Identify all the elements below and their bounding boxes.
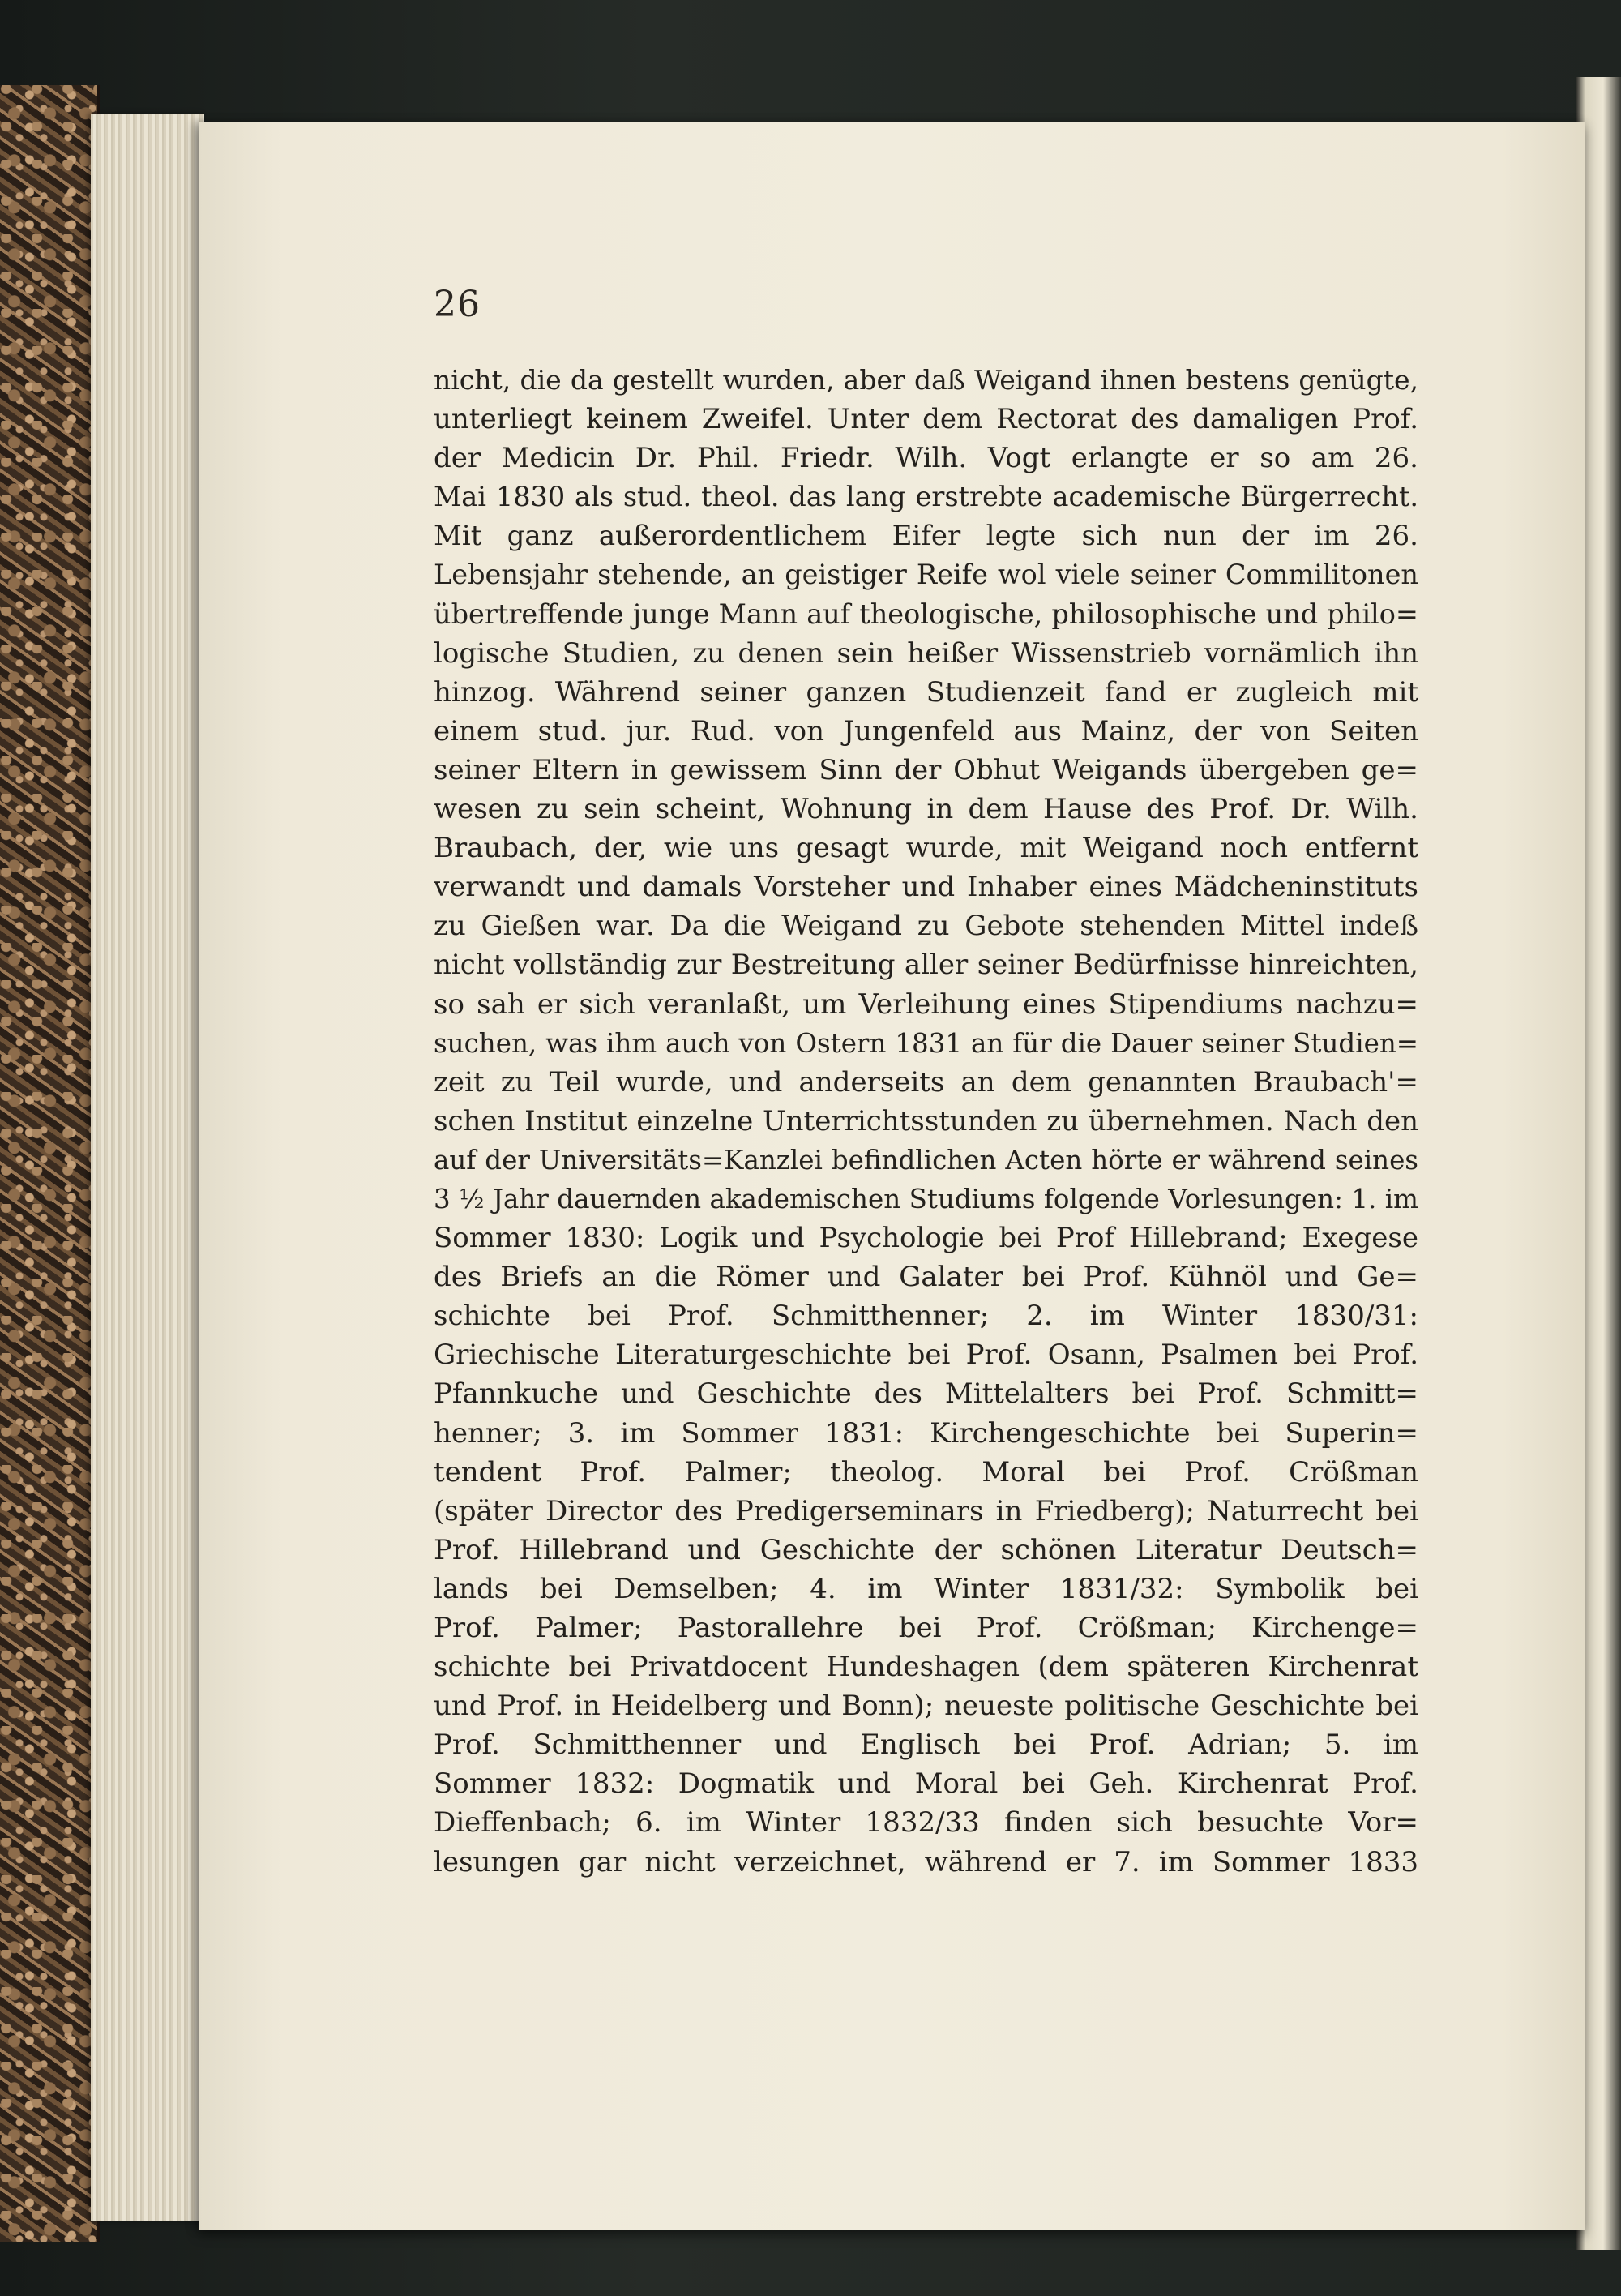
text-line: Mai 1830 als stud. theol. das lang erstrebte academische Bürgerrecht. <box>434 481 1418 513</box>
text-line: so sah er sich veranlaßt, um Verleihung eines Stipendiums nachzu= <box>434 987 1418 1021</box>
text-line: einem stud. jur. Rud. von Jungenfeld aus Mainz, der von Seiten <box>434 714 1418 747</box>
text-line: verwandt und damals Vorsteher und Inhaber eines Mädcheninstituts <box>434 871 1418 904</box>
text-line: tendent Prof. Palmer; theolog. Moral bei Prof. Crößman <box>434 1455 1418 1489</box>
text-line: lesungen gar nicht verzeichnet, während er 7. im Sommer 1833 <box>434 1845 1418 1878</box>
text-line: Dieffenbach; 6. im Winter 1832/33 finden sich besuchte Vor= <box>434 1806 1418 1840</box>
text-line: schichte bei Prof. Schmitthenner; 2. im Winter 1830/31: <box>434 1300 1418 1333</box>
text-line: suchen, was ihm auch von Ostern 1831 an für die Dauer seiner Studien= <box>434 1027 1418 1059</box>
text-line: und Prof. in Heidelberg und Bonn); neueste politische Geschichte bei <box>434 1690 1418 1723</box>
text-line: schichte bei Privatdocent Hundeshagen (dem späteren Kirchenrat <box>434 1651 1418 1684</box>
text-line: Mit ganz außerordentlichem Eifer legte sich nun der im 26. <box>434 520 1418 553</box>
text-line: Sommer 1832: Dogmatik und Moral bei Geh. Kirchenrat Prof. <box>434 1767 1418 1801</box>
text-line: (später Director des Predigerseminars in Friedberg); Naturrecht bei <box>434 1494 1418 1527</box>
text-line: Pfannkuche und Geschichte des Mittelalters bei Prof. Schmitt= <box>434 1377 1418 1411</box>
text-line: des Briefs an die Römer und Galater bei Prof. Kühnöl und Ge= <box>434 1261 1418 1294</box>
body-text <box>434 361 1418 1882</box>
text-line: lands bei Demselben; 4. im Winter 1831/32: Symbolik bei <box>434 1572 1418 1605</box>
text-line: Griechische Literaturgeschichte bei Prof. Osann, Psalmen bei Prof. <box>434 1339 1418 1372</box>
text-line: Prof. Schmitthenner und Englisch bei Prof. Adrian; 5. im <box>434 1728 1418 1762</box>
text-line: Lebensjahr stehende, an geistiger Reife wol viele seiner Commilitonen <box>434 559 1418 591</box>
page-number: 26 <box>434 284 481 325</box>
text-line: zeit zu Teil wurde, und anderseits an dem genannten Braubach'= <box>434 1065 1418 1099</box>
text-line: seiner Eltern in gewissem Sinn der Obhut Weigands übergeben ge= <box>434 753 1418 786</box>
text-line: auf der Universitäts=Kanzlei befindlichen Acten hörte er während seines <box>434 1144 1418 1176</box>
page-stack-edges <box>91 114 204 2221</box>
text-line: logische Studien, zu denen sein heißer Wissenstrieb vornämlich ihn <box>434 636 1418 670</box>
text-line: schen Institut einzelne Unterrichtsstunden zu übernehmen. Nach den <box>434 1104 1418 1137</box>
text-line: nicht, die da gestellt wurden, aber daß Weigand ihnen bestens genügte, <box>434 364 1418 396</box>
text-line: unterliegt keinem Zweifel. Unter dem Rectorat des damaligen Prof. <box>434 403 1418 436</box>
text-line: der Medicin Dr. Phil. Friedr. Wilh. Vogt erlangte er so am 26. <box>434 442 1418 475</box>
text-line: wesen zu sein scheint, Wohnung in dem Hause des Prof. Dr. Wilh. <box>434 793 1418 826</box>
text-line: Sommer 1830: Logik und Psychologie bei Prof Hillebrand; Exegese <box>434 1222 1418 1255</box>
text-line: nicht vollständig zur Bestreitung aller seiner Bedürfnisse hinreichten, <box>434 949 1418 982</box>
text-line: henner; 3. im Sommer 1831: Kirchengeschichte bei Superin= <box>434 1416 1418 1450</box>
text-line: 3 ½ Jahr dauernden akademischen Studiums folgende Vorlesungen: 1. im <box>434 1183 1418 1214</box>
text-line: Braubach, der, wie uns gesagt wurde, mit Weigand noch entfernt <box>434 832 1418 865</box>
text-line: zu Gießen war. Da die Weigand zu Gebote stehenden Mittel indeß <box>434 910 1418 943</box>
text-line: übertreffende junge Mann auf theologische, philosophische und philo= <box>434 598 1418 630</box>
text-line: Prof. Palmer; Pastorallehre bei Prof. Crößman; Kirchenge= <box>434 1612 1418 1644</box>
marbled-book-cover <box>0 85 100 2242</box>
text-line: Prof. Hillebrand und Geschichte der schönen Literatur Deutsch= <box>434 1533 1418 1566</box>
text-line: hinzog. Während seiner ganzen Studienzeit fand er zugleich mit <box>434 675 1418 709</box>
